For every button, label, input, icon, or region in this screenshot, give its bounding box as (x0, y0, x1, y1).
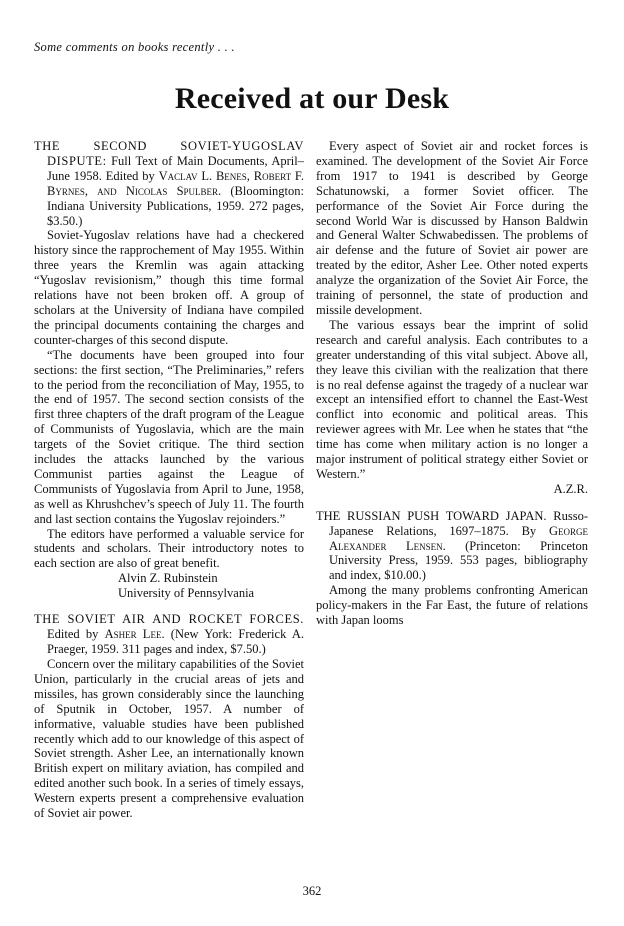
review-paragraph: Concern over the military capabilities of the Soviet Union, particularly in the crucial areas of jets and missiles, has grown considerably since the launching of Sputnik in October, 1957. A number of informative, valuable studies have been published recently which add to our knowledge of this aspect of Soviet strength. Asher Lee, an internationally known British expert on military aviation, has compiled and edited another such book. In a series of timely essays, Western experts present a comprehensive evaluation of Soviet air power. (34, 657, 304, 821)
book-publisher: (Princeton: Princeton University Press, 1959. 553 pages, bibliography and index, $10.00.) (329, 538, 588, 583)
column-right (316, 139, 588, 640)
book-subtitle: Edited by (47, 627, 99, 642)
column-left (34, 139, 304, 833)
reviewer-affiliation: University of Pennsylvania (118, 585, 255, 600)
book-title: THE SOVIET AIR AND ROCKET FORCES. (34, 612, 304, 627)
review-paragraph: “The documents have been grouped into four sections: the first section, “The Preliminaries,” refers to the period from the reconciliation of May, 1955, to the end of 1957. The second section consists of the first three chapters of the draft program of the League of Communists of Yugoslavia, which are the main targets of the Soviet critique. The third section includes the attacks launched by the various Communist parties against the League of Communists of Yugoslavia from April to June, 1958, as well as Khrushchev’s speech of July 11. The fourth and last section contains the Yugoslav rejoinders.” (34, 347, 304, 526)
review-paragraph: Every aspect of Soviet air and rocket forces is examined. The development of the Soviet Air Force from 1917 to 1941 is described by George Schatunowski, a former Soviet officer. The performance of the Soviet Air Force during the second World War is discussed by Hanson Baldwin and General Walter Schwabedissen. The problems of air defense and the future of Soviet air power are treated by the editor, Asher Lee. Other noted experts analyze the organization of the Soviet Air Force, the training of personnel, the state of production and missile development. (316, 139, 588, 317)
review-paragraph: Soviet-Yugoslav relations have had a checkered history since the rapprochement of May 1955. Within three years the Kremlin was again attacking “Yugoslav revisionism,” though this time formal relations have not been broken off. A group of scholars at the University of Indiana have compiled the principal documents containing the charges and counter-charges of this second dispute. (34, 228, 304, 347)
page-title: Received at our Desk (174, 82, 450, 115)
book-editors: Asher Lee. (104, 627, 165, 642)
review-paragraph: Among the many problems confronting American policy-makers in the Far East, the future of relations with Japan looms (316, 583, 588, 628)
review-paragraph: The various essays bear the imprint of solid research and careful analysis. Each contributes to a greater understanding of this vital subject. Above all, they leave this civilian with the realization that there is no real defense against the tragedy of a nuclear war except an intensified effort to channel the East-West conflict into economic and political areas. This reviewer agrees with Mr. Lee when he states that “the time has come when military action is no longer a major instrument of political strategy either Soviet or Western.” (316, 317, 588, 481)
review-heading (34, 139, 304, 228)
review-russian-push-toward-japan (316, 509, 588, 628)
book-subtitle: Russo-Japanese Relations, 1697–1875. By (329, 508, 589, 538)
reviewer-initials: A.Z.R. (553, 481, 588, 496)
book-subtitle: Full Text of Main Documents, April–June 1958. Edited by (47, 153, 305, 183)
book-editors: George Alexander Lensen. (329, 523, 588, 553)
book-publisher: (Bloomington: Indiana University Publications, 1959. 272 pages, $3.50.) (47, 183, 305, 228)
review-heading (34, 612, 304, 657)
review-soviet-air-rocket-forces-cont (316, 139, 588, 497)
reviewer-name: Alvin Z. Rubinstein (118, 571, 218, 586)
review-soviet-air-rocket-forces (34, 612, 304, 821)
review-heading (316, 509, 588, 584)
book-editors: Vaclav L. Benes, Robert F. Byrnes, and Nicolas Spulber. (47, 168, 305, 198)
page-number: 362 (302, 884, 322, 898)
review-paragraph: The editors have performed a valuable service for students and scholars. Their introductory notes to each section are also of great benefit. (34, 526, 304, 571)
review-soviet-yugoslav-dispute (34, 139, 304, 600)
book-title: THE SECOND SOVIET-YUGOSLAV DISPUTE: (34, 139, 304, 168)
section-kicker: Some comments on books recently . . . (34, 40, 235, 54)
book-publisher: (New York: Frederick A. Praeger, 1959. 311 pages and index, $7.50.) (47, 627, 305, 657)
book-title: THE RUSSIAN PUSH TOWARD JAPAN. (316, 508, 547, 523)
